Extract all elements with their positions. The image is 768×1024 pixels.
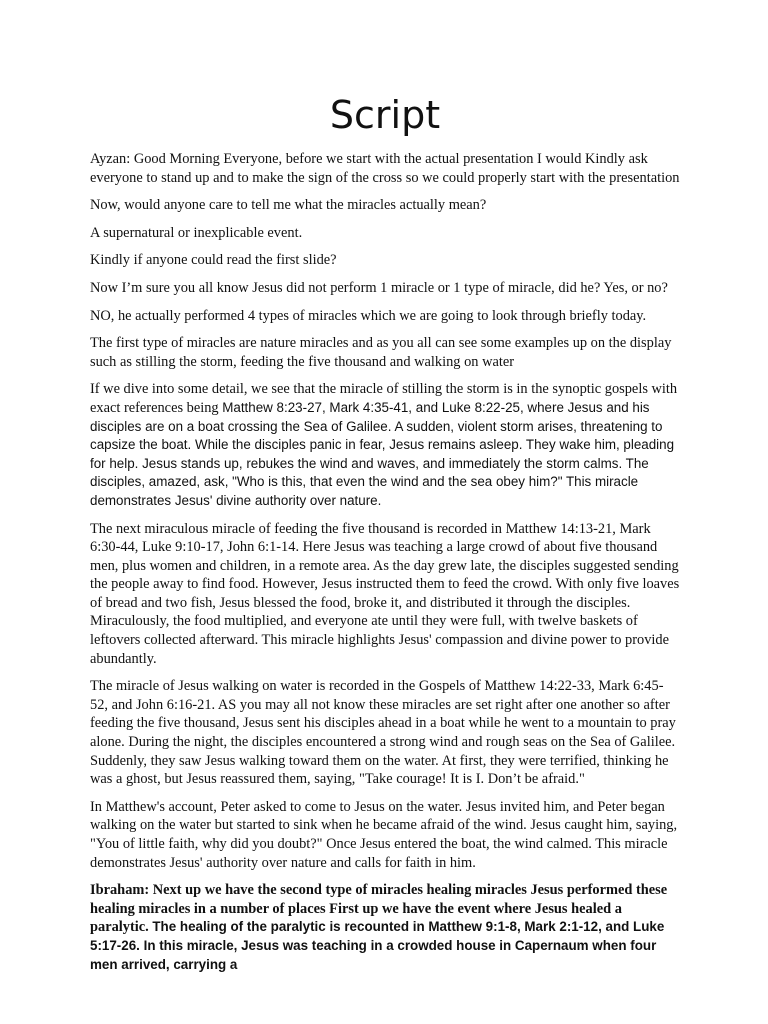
paragraph [90,881,680,974]
paragraph [90,307,680,326]
document-title: Script [329,93,441,137]
paragraph-text: Matthew 8:23-27, Mark 4:35-41, and Luke 8:22-25, where Jesus and his disciples are on a boat crossing the Sea of Galilee. A sudden, violent storm arises, threatening to capsize the boat. While the disciples panic in fear, Jesus remains asleep. They wake him, pleading for help. Jesus stands up, rebukes the wind and waves, and immediately the storm calms. The disciples, amazed, ask, "Who is this, that even the wind and the sea obey him?" This miracle demonstrates Jesus' divine authority over nature. [90,399,675,508]
paragraph-text: Ayzan: Good Morning Everyone, before we start with the actual presentation I would Kindly ask everyone to stand up and to make the sign of the cross so we could properly start with the presentation [90,151,680,186]
paragraph-text: Now I’m sure you all know Jesus did not perform 1 miracle or 1 type of miracle, did he? Yes, or no? [90,279,668,296]
paragraph [90,196,680,215]
paragraph [90,380,680,510]
paragraph-text: Now, would anyone care to tell me what the miracles actually mean? [90,197,487,214]
paragraph-text: If we dive into some detail, we see that the miracle of stilling the storm is in the synoptic gospels with exact references being [90,381,678,416]
paragraph-text: Kindly if anyone could read the first slide? [90,252,337,269]
paragraph [90,520,680,669]
paragraph-text: The healing of the paralytic is recounted in Matthew 9:1-8, Mark 2:1-12, and Luke 5:17-26. In this miracle, Jesus was teaching in a crowded house in Capernaum when four men arrived, carrying a [90,919,665,972]
paragraph-text: NO, he actually performed 4 types of miracles which we are going to look through briefly today. [90,307,647,324]
paragraph [90,798,680,872]
paragraph-text: In Matthew's account, Peter asked to come to Jesus on the water. Jesus invited him, and Peter began walking on the water but started to sink when he became afraid of the wind. Jesus caught him, saying, "You of little faith, why did you doubt?" Once Jesus entered the boat, the wind calmed. This miracle demonstrates Jesus' authority over nature and calls for faith in him. [90,798,678,871]
paragraph-text: The first type of miracles are nature miracles and as you all can see some examples up on the display such as stilling the storm, feeding the five thousand and walking on water [90,335,672,370]
paragraph [90,224,680,243]
paragraph [90,150,680,187]
paragraph-text: A supernatural or inexplicable event. [90,224,303,241]
paragraph [90,677,680,789]
paragraph-text: The miracle of Jesus walking on water is recorded in the Gospels of Matthew 14:22-33, Mark 6:45-52, and John 6:16-21. AS you may all not know these miracles are set right after one another so after feeding the five thousand, Jesus sent his disciples ahead in a boat while he went to a mountain to pray alone. During the night, the disciples encountered a strong wind and rough seas on the Sea of Galilee. Suddenly, they saw Jesus walking toward them on the water. At first, they were terrified, thinking he was a ghost, but Jesus reassured them, saying, "Take courage! It is I. Don’t be afraid." [90,678,676,788]
document-page [90,0,680,983]
paragraph [90,334,680,371]
document-body [90,150,680,974]
paragraph-text: Ibraham: Next up we have the second type of miracles healing miracles Jesus performed these healing miracles in a number of places First up we have the event where Jesus healed a paralytic. [90,882,668,936]
paragraph [90,279,680,298]
paragraph-text: The next miraculous miracle of feeding the five thousand is recorded in Matthew 14:13-21, Mark 6:30-44, Luke 9:10-17, John 6:1-14. Here Jesus was teaching a large crowd of about five thousand men, plus women and children, in a remote area. As the day grew late, the disciples suggested sending the people away to find food. However, Jesus instructed them to feed the crowd. With only five loaves of bread and two fish, Jesus blessed the food, broke it, and distributed it through the disciples. Miraculously, the food multiplied, and everyone ate until they were full, with twelve baskets of leftovers collected afterward. This miracle highlights Jesus' compassion and divine power to provide abundantly. [90,520,680,667]
paragraph [90,251,680,270]
